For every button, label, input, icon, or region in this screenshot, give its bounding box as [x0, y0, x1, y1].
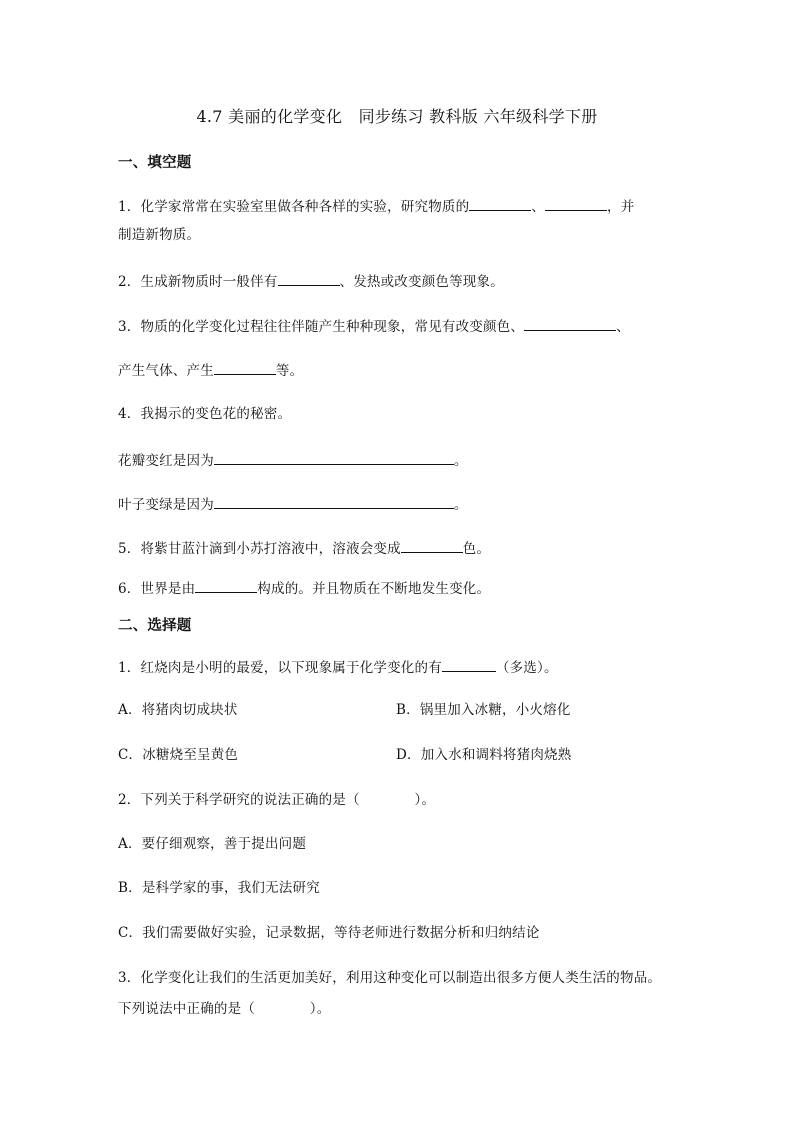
option-b[interactable]: B．是科学家的事，我们无法研究 [118, 880, 320, 896]
question-2-3: 3．化学变化让我们的生活更加美好，利用这种变化可以制造出很多方便人类生活的物品。 [118, 970, 662, 986]
question-1-3 [118, 315, 630, 337]
question-1-4: 4．我揭示的变色花的秘密。 [118, 406, 292, 422]
option-a[interactable]: A．要仔细观察，善于提出问题 [118, 836, 307, 852]
option-d[interactable]: D．加入水和调料将猪肉烧熟 [396, 747, 572, 763]
question-text: ，并 [607, 199, 635, 215]
question-text: 、 [531, 199, 545, 215]
question-text: 、 [616, 319, 630, 335]
question-text: 色。 [462, 541, 491, 557]
question-text: 、发热或改变颜色等现象。 [339, 274, 504, 290]
question-2-2: 2．下列关于科学研究的说法正确的是（ ）。 [118, 792, 436, 808]
answer-blank[interactable] [469, 195, 531, 211]
question-2-1 [118, 656, 558, 678]
question-2-3-continued: 下列说法中正确的是（ ）。 [118, 1001, 331, 1017]
question-text: 叶子变绿是因为 [118, 497, 214, 513]
question-1-6 [118, 577, 490, 599]
question-1-4-leaf [118, 493, 468, 515]
option-c[interactable]: C．我们需要做好实验，记录数据，等待老师进行数据分析和归纳结论 [118, 925, 540, 941]
question-text: 。 [453, 497, 468, 513]
question-1-1 [118, 195, 634, 217]
answer-blank[interactable] [195, 577, 257, 593]
question-text: 6．世界是由 [118, 581, 196, 597]
answer-blank[interactable] [545, 195, 607, 211]
option-b[interactable]: B．锅里加入冰糖，小火熔化 [396, 702, 571, 718]
option-a[interactable]: A．将猪肉切成块状 [118, 702, 238, 718]
answer-blank[interactable] [214, 359, 276, 375]
question-text: 花瓣变红是因为 [118, 453, 214, 469]
question-text: 3．物质的化学变化过程往往伴随产生种种现象，常见有改变颜色、 [118, 319, 525, 335]
section-heading-fill-blank: 一、填空题 [118, 155, 192, 171]
question-text: （多选）。 [495, 660, 558, 676]
question-1-5 [118, 537, 490, 559]
answer-blank[interactable] [401, 537, 463, 553]
page-title: 4.7 美丽的化学变化 同步练习 教科版 六年级科学下册 [196, 107, 598, 126]
question-text: 1．红烧肉是小明的最爱，以下现象属于化学变化的有 [118, 660, 442, 676]
question-text: 产生气体、产生 [118, 363, 214, 379]
answer-blank[interactable] [442, 656, 496, 672]
answer-blank[interactable] [214, 449, 454, 465]
question-text: 构成的。并且物质在不断地发生变化。 [257, 581, 491, 597]
answer-blank[interactable] [524, 315, 616, 331]
question-text: 5．将紫甘蓝汁滴到小苏打溶液中，溶液会变成 [118, 541, 401, 557]
answer-blank[interactable] [214, 493, 454, 509]
question-text: 2．生成新物质时一般伴有 [118, 274, 278, 290]
question-1-2 [118, 270, 504, 292]
question-text: 1．化学家常常在实验室里做各种各样的实验，研究物质的 [118, 199, 470, 215]
answer-blank[interactable] [278, 270, 340, 286]
section-heading-multiple-choice: 二、选择题 [118, 618, 192, 634]
question-1-3-continued [118, 359, 303, 381]
question-text: 等。 [275, 363, 304, 379]
question-1-4-petal [118, 449, 468, 471]
option-c[interactable]: C．冰糖烧至呈黄色 [118, 747, 239, 763]
question-1-1-continued: 制造新物质。 [118, 227, 201, 243]
question-text: 。 [453, 453, 468, 469]
